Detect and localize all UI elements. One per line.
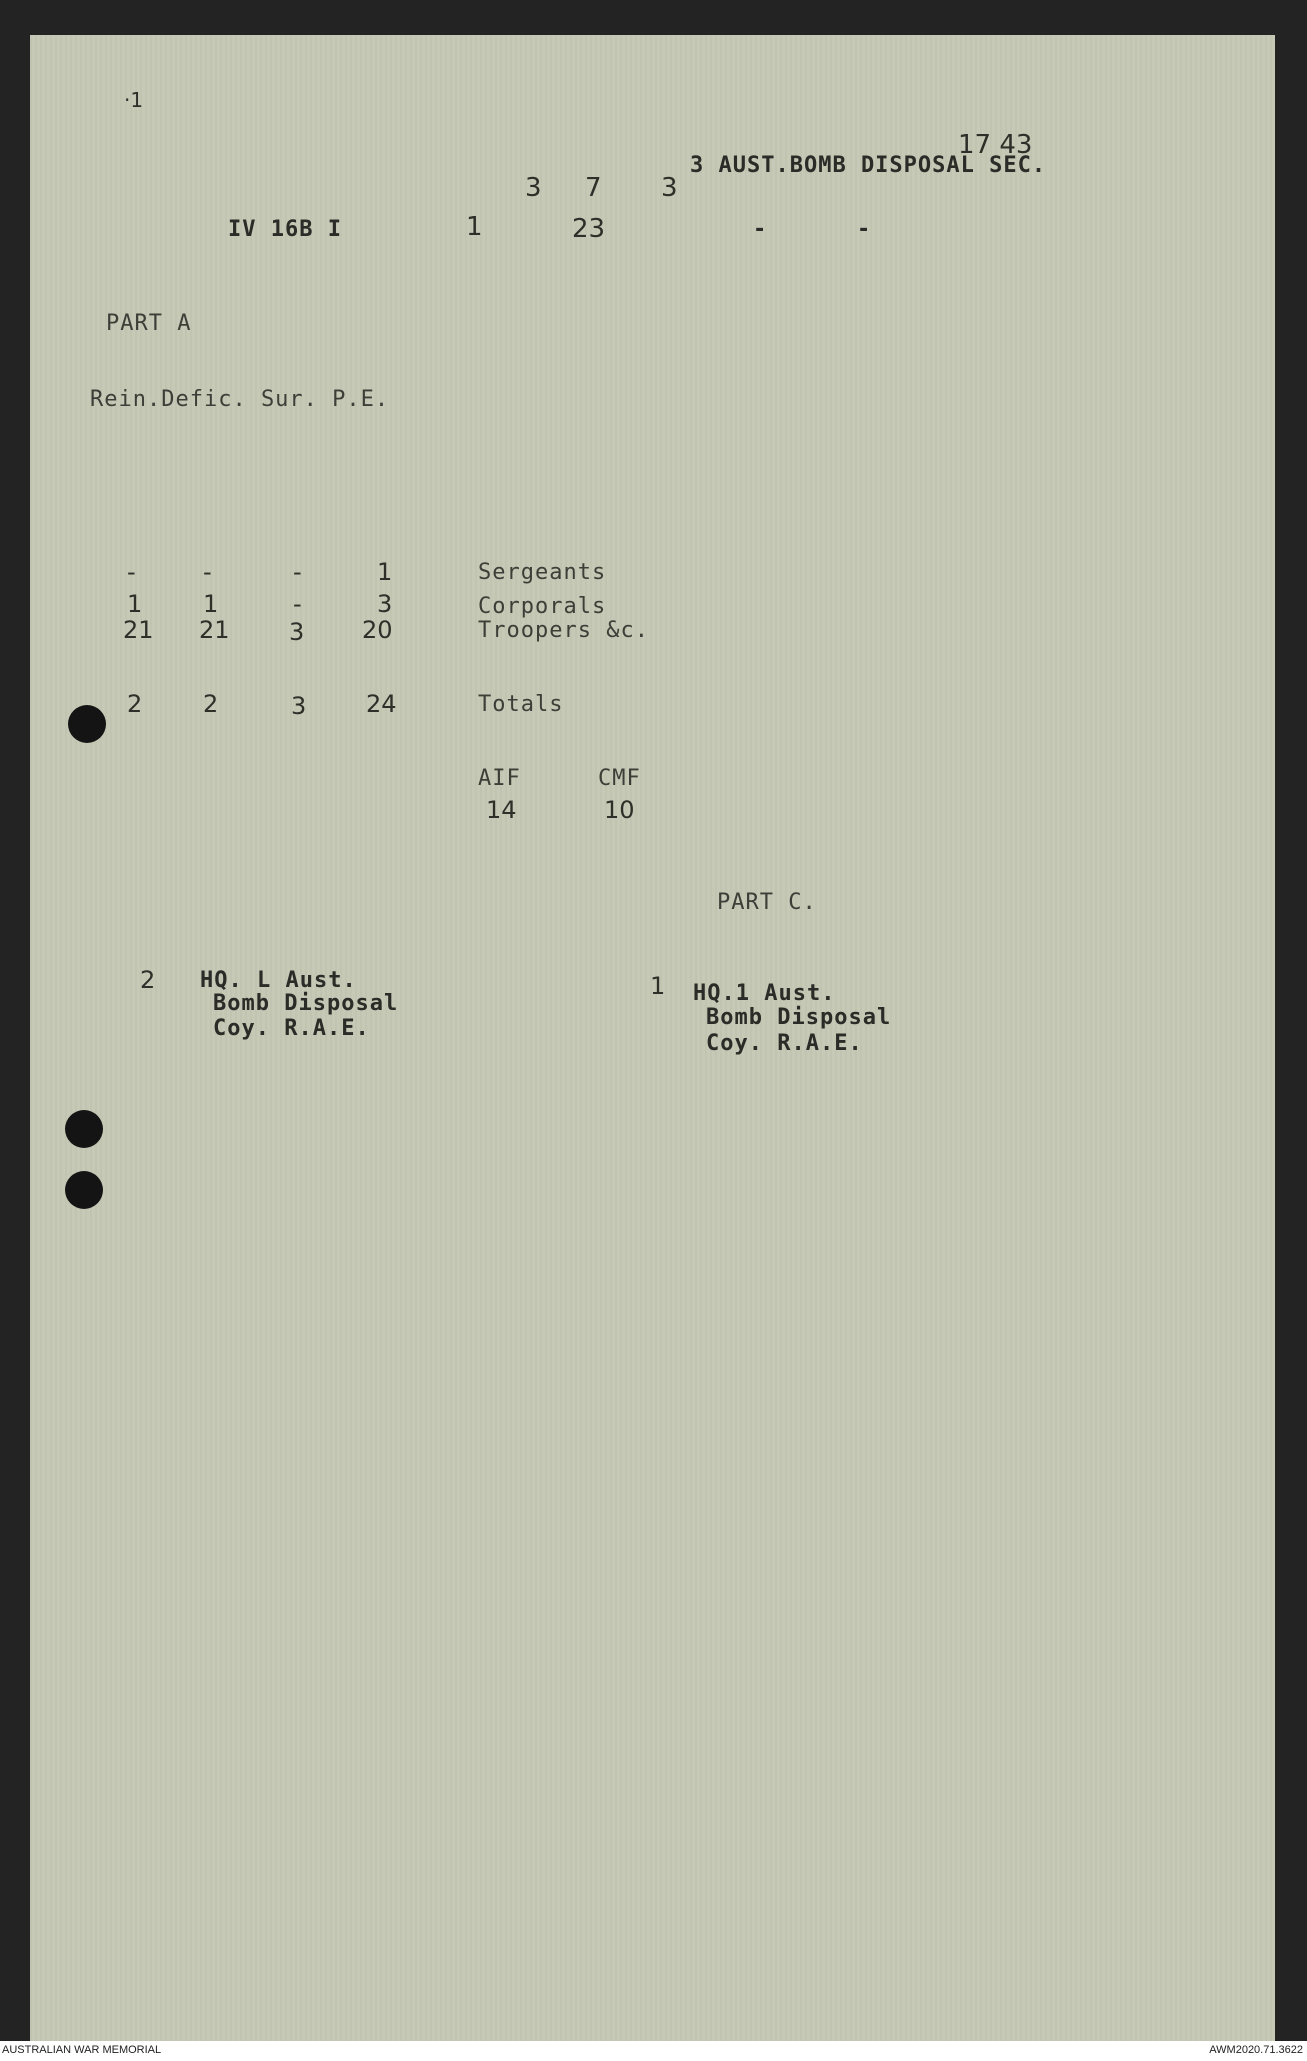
cell: - xyxy=(127,558,136,586)
part-c-right-line: HQ.1 Aust. xyxy=(693,981,836,1006)
part-c-right-line: Bomb Disposal xyxy=(706,1005,892,1030)
punch-hole xyxy=(68,705,106,743)
upper-number: 3 xyxy=(525,173,542,203)
punch-hole xyxy=(65,1171,103,1209)
footer-right: AWM2020.71.3622 xyxy=(1209,2044,1303,2056)
totals-label: Totals xyxy=(478,692,564,717)
total-cell: 2 xyxy=(203,690,219,718)
aif-label: AIF xyxy=(478,766,521,791)
section-title: 3 AUST.BOMB DISPOSAL SEC. xyxy=(690,153,1047,178)
upper-number: 3 xyxy=(661,173,678,203)
cell: 1 xyxy=(377,558,393,586)
total-cell: 3 xyxy=(291,692,307,720)
code-label: IV 16B I xyxy=(228,217,342,242)
cell: 3 xyxy=(377,590,393,618)
cell: 3 xyxy=(289,618,305,646)
aif-value: 14 xyxy=(486,796,517,824)
part-c-left-line: HQ. L Aust. xyxy=(200,968,357,993)
dash: - xyxy=(753,217,768,242)
row-label: Sergeants xyxy=(478,560,607,585)
cell: - xyxy=(203,558,212,586)
footer-bar xyxy=(0,2041,1307,2061)
total-cell: 24 xyxy=(366,690,397,718)
cmf-value: 10 xyxy=(604,796,635,824)
part-a-label: PART A xyxy=(106,311,192,336)
part-c-label: PART C. xyxy=(717,890,817,915)
cell: - xyxy=(293,590,302,618)
row-label: Corporals xyxy=(478,594,607,619)
document-page xyxy=(30,35,1275,2047)
part-c-left-number: 2 xyxy=(140,966,156,994)
row-label: Troopers &c. xyxy=(478,618,649,643)
part-c-right-line: Coy. R.A.E. xyxy=(706,1031,863,1056)
cell: - xyxy=(293,558,302,586)
part-c-left-line: Coy. R.A.E. xyxy=(213,1016,370,1041)
part-c-right-number: 1 xyxy=(650,972,666,1000)
columns-header: Rein.Defic. Sur. P.E. xyxy=(90,387,390,412)
date-numbers: 17 43 xyxy=(958,130,1033,160)
dash: - xyxy=(857,217,872,242)
cell: 21 xyxy=(199,616,230,644)
upper-number: 7 xyxy=(585,173,602,203)
cell: 1 xyxy=(127,590,143,618)
cmf-label: CMF xyxy=(598,766,641,791)
pencil-mark: ·1 xyxy=(124,88,144,112)
cell: 21 xyxy=(123,616,154,644)
number: 1 xyxy=(466,212,483,242)
cell: 20 xyxy=(362,616,393,644)
part-c-left-line: Bomb Disposal xyxy=(213,991,399,1016)
cell: 1 xyxy=(203,590,219,618)
total-cell: 2 xyxy=(127,690,143,718)
footer-left: AUSTRALIAN WAR MEMORIAL xyxy=(2,2044,162,2056)
number: 23 xyxy=(572,214,606,244)
punch-hole xyxy=(65,1110,103,1148)
